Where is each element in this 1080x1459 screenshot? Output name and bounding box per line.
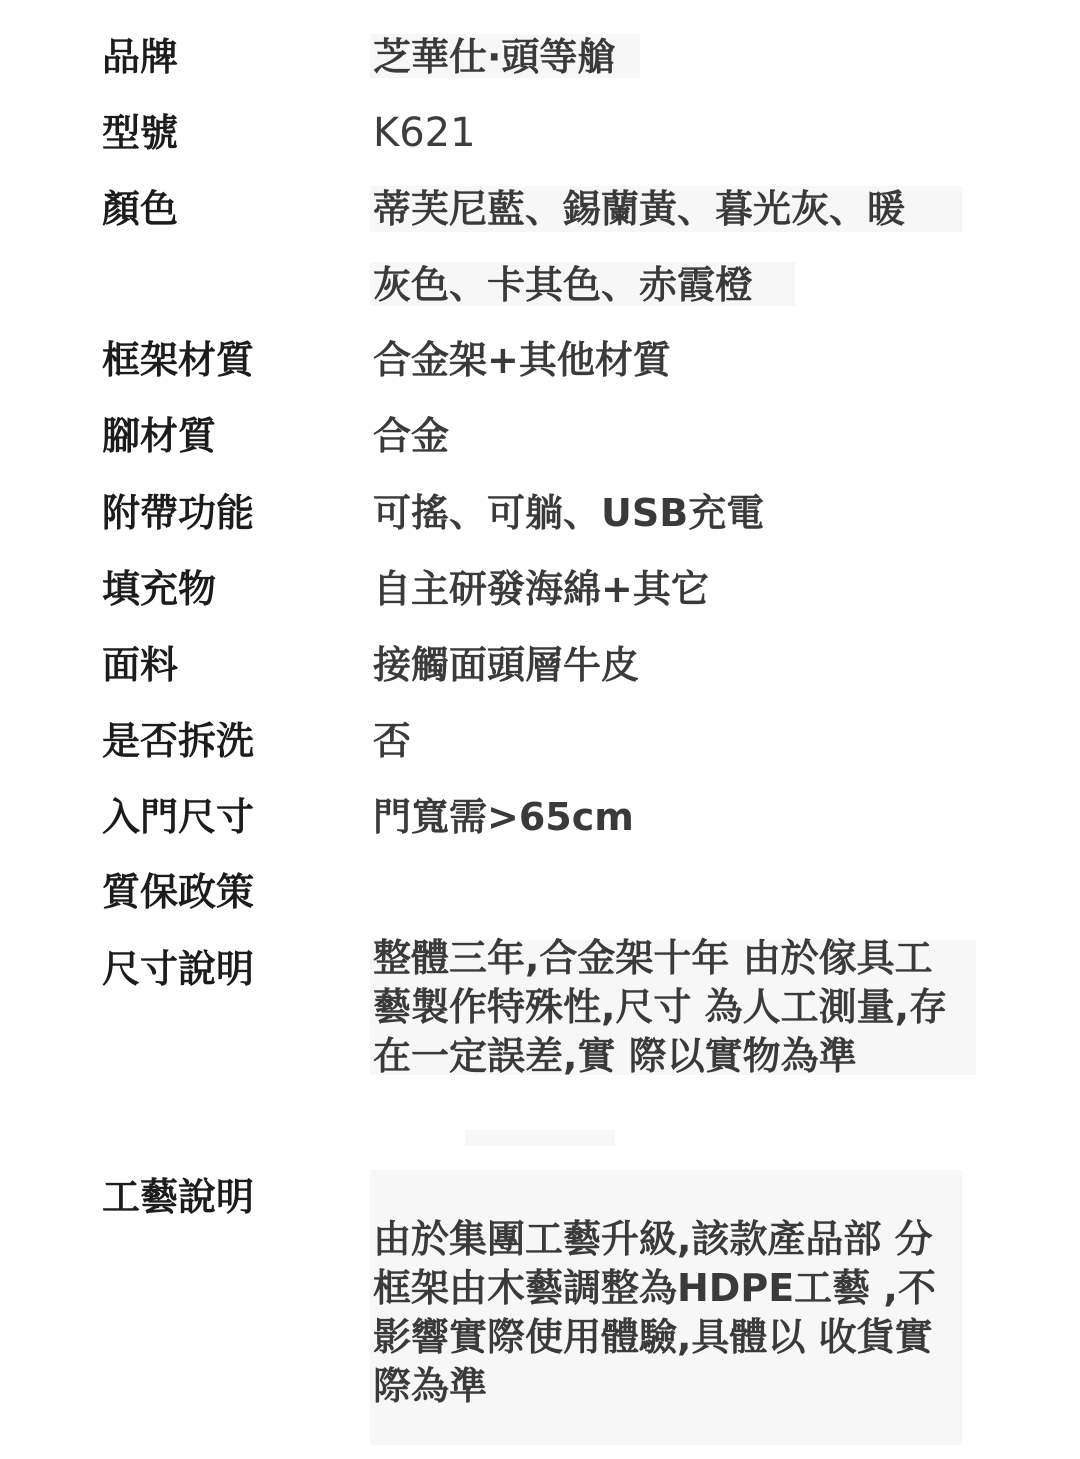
spec-value-brand: 芝華仕·頭等艙 (373, 35, 616, 79)
value-shade (465, 1130, 615, 1146)
spec-label-craft-note: 工藝說明 (102, 1175, 255, 1219)
spec-label-features: 附帶功能 (102, 491, 255, 535)
spec-label-fabric: 面料 (102, 643, 179, 687)
spec-value-size-note (373, 934, 973, 1081)
spec-label-model: 型號 (102, 111, 179, 155)
spec-label-frame-material: 框架材質 (102, 338, 255, 382)
spec-value-fabric: 接觸面頭層牛皮 (373, 643, 640, 687)
spec-value-washable: 否 (373, 719, 412, 763)
spec-label-size-note: 尺寸說明 (102, 947, 255, 991)
spec-value-features: 可搖、可躺、USB充電 (373, 491, 765, 535)
craft-note-line: 影響實際使用體驗,具體以 收貨實 (373, 1315, 933, 1359)
spec-value-color-line-2: 灰色、卡其色、赤霞橙 (373, 263, 754, 307)
spec-value-entry-size: 門寬需>65cm (373, 795, 634, 839)
spec-value-craft-note (373, 1215, 973, 1411)
spec-label-washable: 是否拆洗 (102, 719, 255, 763)
spec-value-filling: 自主研發海綿+其它 (373, 567, 709, 611)
size-note-line: 在一定誤差,實 際以實物為準 (373, 1034, 857, 1078)
spec-value-model: K621 (373, 110, 476, 156)
craft-note-line: 框架由木藝調整為HDPE工藝 ,不 (373, 1266, 936, 1310)
craft-note-line: 由於集團工藝升級,該款產品部 分 (373, 1217, 933, 1261)
spec-label-leg-material: 腳材質 (102, 414, 217, 458)
spec-label-filling: 填充物 (102, 567, 217, 611)
spec-label-warranty: 質保政策 (102, 870, 255, 914)
spec-label-brand: 品牌 (102, 35, 179, 79)
size-note-line: 整體三年,合金架十年 由於傢具工 (373, 936, 933, 980)
spec-label-color: 顏色 (102, 187, 179, 231)
size-note-line: 藝製作特殊性,尺寸 為人工測量,存 (373, 985, 948, 1029)
spec-value-frame-material: 合金架+其他材質 (373, 338, 671, 382)
spec-value-leg-material: 合金 (373, 414, 450, 458)
craft-note-line: 際為準 (373, 1364, 488, 1408)
spec-label-entry-size: 入門尺寸 (102, 795, 255, 839)
spec-value-color-line-1: 蒂芙尼藍、錫蘭黃、暮光灰、暖 (373, 187, 906, 231)
